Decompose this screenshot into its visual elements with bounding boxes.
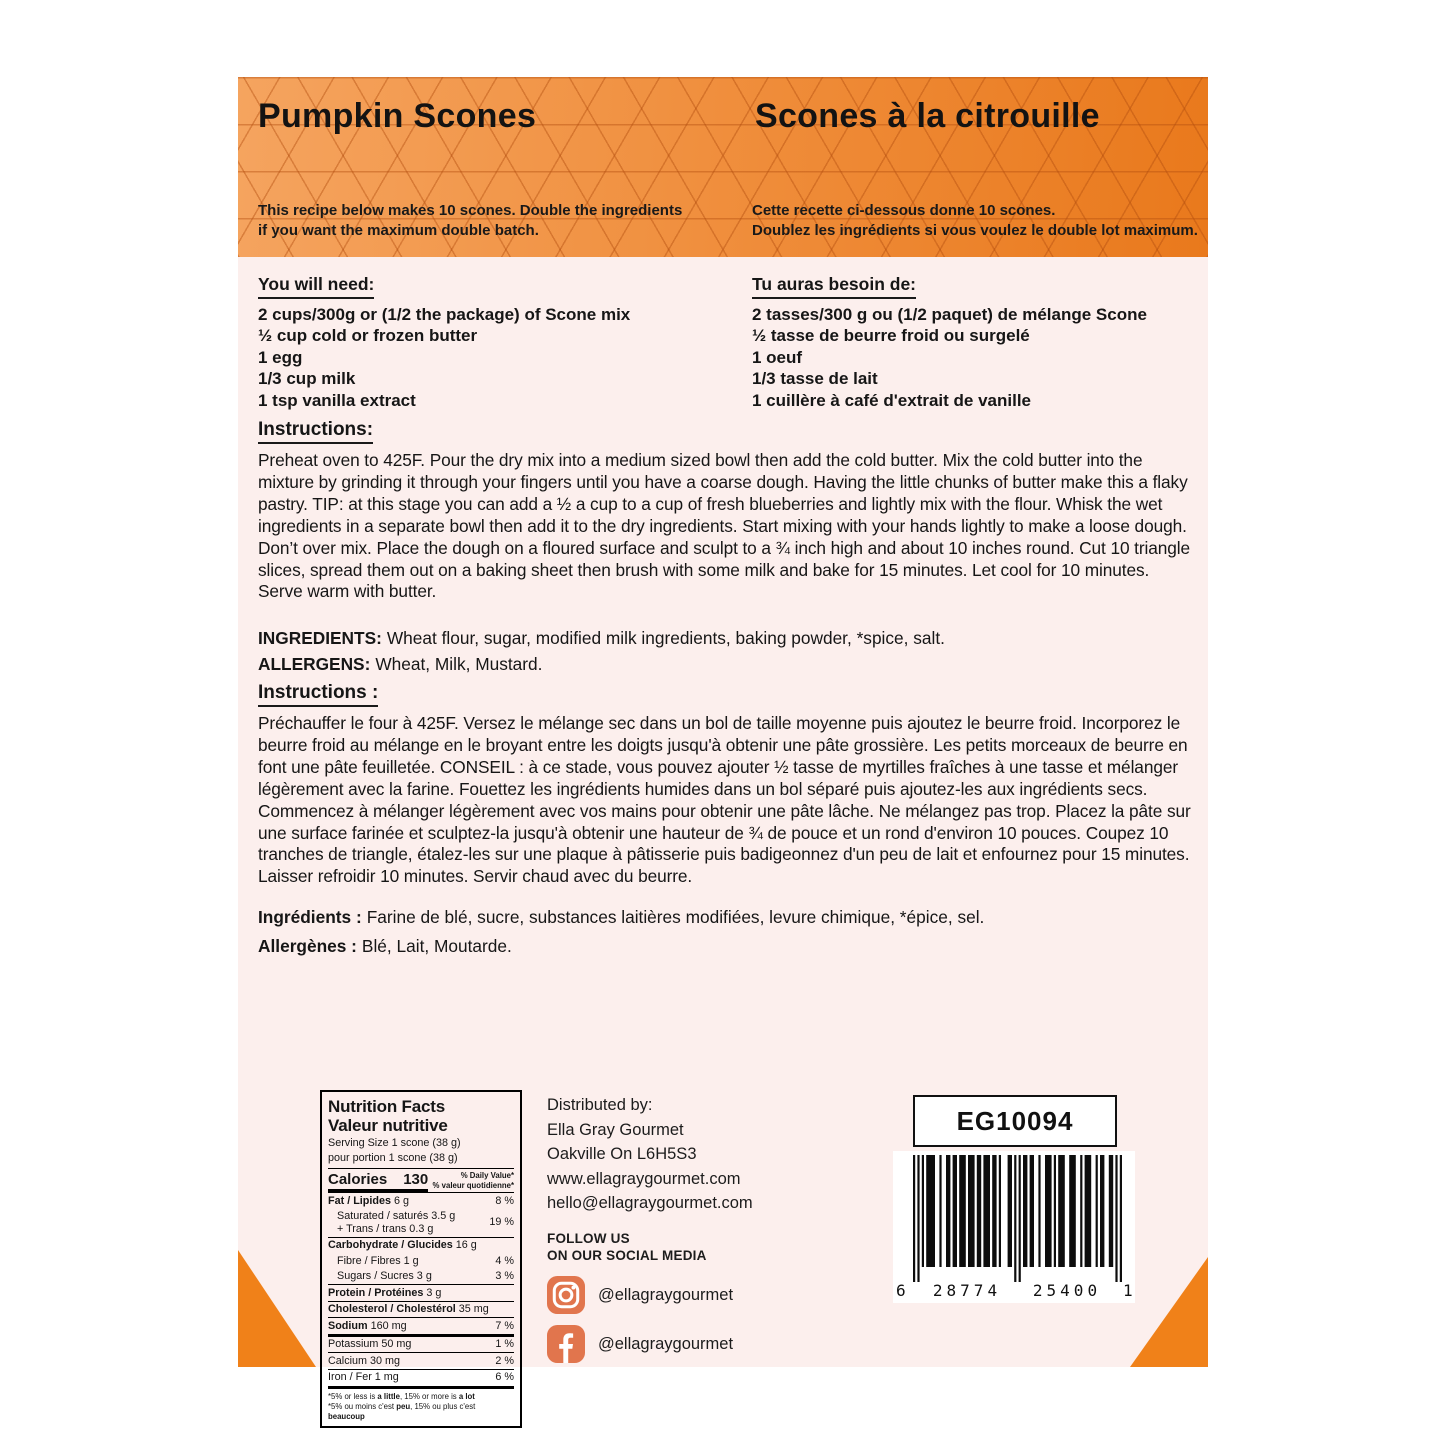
ingredients-line-fr [258,906,1194,928]
ingredients-text-fr: Farine de blé, sucre, substances laitières modifiées, levure chimique, *épice, sel. [366,907,985,927]
instagram-icon [547,1276,585,1314]
serving-size-fr: pour portion 1 scone (38 g) [328,1152,458,1164]
nutrition-row: Iron / Fer 1 mg 6 % [328,1369,514,1386]
instagram-handle: @ellagraygourmet [598,1285,734,1304]
header-note-en-line1: This recipe below makes 10 scones. Double the ingredients [258,202,683,219]
calories-label: Calories [328,1171,388,1188]
distributed-by-label: Distributed by: [547,1096,653,1114]
you-will-need-heading-fr: Tu auras besoin de: [752,274,916,299]
upc-barcode [893,1151,1135,1303]
nutrition-title-fr: Valeur nutritive [328,1116,448,1135]
instagram-row [547,1276,867,1314]
need-item: 2 tasses/300 g ou (1/2 paquet) de mélange Scone [752,304,1147,324]
allergens-line-en [258,653,1194,675]
facebook-icon [547,1325,585,1363]
need-item: 1/3 tasse de lait [752,369,878,389]
facebook-handle: @ellagraygourmet [598,1334,734,1353]
need-item: 1 oeuf [752,347,803,367]
nutrition-row: Fibre / Fibres 1 g 4 % [337,1254,514,1267]
facebook-row [547,1325,867,1363]
nutrition-row: Cholesterol / Cholestérol 35 mg [328,1301,514,1318]
nutrition-facts-panel [320,1090,522,1428]
nutrition-title-en: Nutrition Facts [328,1097,445,1116]
barcode-digit-group2: 25400 [1032,1281,1102,1300]
serving-size-en: Serving Size 1 scone (38 g) [328,1137,461,1149]
instructions-body-fr: Préchauffer le four à 425F. Versez le mélange sec dans un bol de taille moyenne puis ajoutez le beurre froid. Incorporez le beurre froid au mélange en le broyant entre les doigts jusqu'à obtenir une pâte grossière. Les petits morceaux de beurre en font une pâte feuilletée. CONSEIL : à ce stade, vous pouvez ajouter ½ tasse de myrtilles fraîches à une tasse et mélanger légèrement avec la farine. Fouettez les ingrédients humides dans un bol séparé puis ajoutez-les aux ingrédients secs. Commencez à mélanger légèrement avec vos mains pour obtenir une pâte lâche. Ne mélangez pas trop. Placez la pâte sur une surface farinée et sculptez-la jusqu'à obtenir une hauteur de ¾ de pouce et un rond d'environ 10 pouces. Coupez 10 tranches de triangle, étalez-les sur une plaque à pâtisserie puis badigeonnez d'un peu de lait et enfournez pour 15 minutes. Laisser refroidir 10 minutes. Servir chaud avec du beurre. [258,713,1191,887]
nutrition-row: Saturated / saturés 3.5 g + Trans / trans 0.3 g 19 % [337,1210,514,1235]
need-item: 1/3 cup milk [258,369,356,389]
you-will-need-en [258,274,738,412]
header-note-en-line2: if you want the maximum double batch. [258,222,539,239]
instructions-heading-en: Instructions: [258,419,373,444]
nutrition-footnote [328,1386,514,1422]
header-band [238,77,1208,257]
need-item: 1 egg [258,347,303,367]
nutrition-row: Fat / Lipides 6 g 8 % [328,1192,514,1209]
nutrition-row: Sodium 160 mg 7 % [328,1317,514,1334]
distributor-block [547,1093,867,1363]
barcode-digit-right: 1 [1123,1281,1133,1300]
you-will-need-heading-en: You will need: [258,274,374,299]
nutrition-footnote-fr: *5% ou moins c'est peu, 15% ou plus c'est beaucoup [328,1402,476,1421]
need-item: ½ cup cold or frozen butter [258,326,478,346]
ingredients-label-en: INGREDIENTS: [258,628,382,648]
corner-triangle-right [1130,1257,1208,1367]
header-note-en [258,201,682,241]
product-title-en: Pumpkin Scones [258,97,537,135]
daily-value-header-fr: % valeur quotidienne* [432,1180,514,1190]
barcode-digit-left: 6 [896,1281,906,1300]
distributor-email: hello@ellagraygourmet.com [547,1194,753,1213]
calories-value-group [328,1171,428,1192]
nutrition-row: Protein / Protéines 3 g [328,1284,514,1301]
header-note-fr-line2: Doublez les ingrédients si vous voulez le double lot maximum. [752,222,1198,239]
need-item: 1 cuillère à café d'extrait de vanille [752,390,1032,410]
instructions-fr [258,682,1194,888]
allergens-line-fr [258,935,1194,957]
allergens-text-fr: Blé, Lait, Moutarde. [361,936,512,956]
header-note-fr-line1: Cette recette ci-dessous donne 10 scones. [752,202,1056,219]
ingredients-label-fr: Ingrédients : [258,907,362,927]
daily-value-header [433,1171,514,1192]
need-item: 1 tsp vanilla extract [258,390,416,410]
allergens-text-en: Wheat, Milk, Mustard. [375,654,543,674]
nutrition-row: Sugars / Sucres 3 g 3 % [337,1270,514,1282]
instructions-en [258,419,1194,603]
nutrition-row: Carbohydrate / Glucides 16 g [328,1237,514,1254]
corner-triangle-left [238,1250,316,1367]
nutrition-rows [328,1192,514,1385]
barcode-digit-group1: 28774 [932,1281,1002,1300]
daily-value-header-en: % Daily Value* [460,1171,514,1180]
instructions-heading-fr: Instructions : [258,682,378,707]
allergens-label-en: ALLERGENS: [258,654,371,674]
nutrition-footnote-en: *5% or less is a little, 15% or more is a lot [328,1392,475,1401]
follow-us-text: FOLLOW US ON OUR SOCIAL MEDIA [547,1230,707,1264]
allergens-label-fr: Allergènes : [258,936,357,956]
nutrition-row: Calcium 30 mg 2 % [328,1352,514,1369]
instructions-body-en: Preheat oven to 425F. Pour the dry mix into a medium sized bowl then add the cold butter. Mix the cold butter into the mixture by grinding it through your fingers until you have a coarse dough. Having the little chunks of butter make this a flaky pastry. TIP: at this stage you can add a ½ a cup to a cup of fresh blueberries and lightly mix with the flour. Whisk the wet ingredients in a separate bowl then add it to the dry ingredients. Start mixing with your hands lightly to make a loose dough. Don’t over mix. Place the dough on a floured surface and sculpt to a ¾ inch high and about 10 inches round. Cut 10 triangle slices, spread them out on a baking sheet then brush with some milk and bake for 15 minutes. Let cool for 10 minutes. Serve warm with butter. [258,450,1191,602]
product-title-fr: Scones à la citrouille [755,97,1100,135]
calories-value: 130 [403,1171,429,1188]
header-note-fr [752,201,1198,241]
sku-code-box: EG10094 [913,1095,1117,1147]
distributor-website: www.ellagraygourmet.com [547,1169,741,1188]
calories-row [328,1168,514,1192]
nutrition-row: Potassium 50 mg 1 % [328,1334,514,1353]
ingredients-text-en: Wheat flour, sugar, modified milk ingredients, baking powder, *spice, salt. [386,628,945,648]
need-item: 2 cups/300g or (1/2 the package) of Scone mix [258,304,631,324]
need-item: ½ tasse de beurre froid ou surgelé [752,326,1030,346]
distributor-address: Oakville On L6H5S3 [547,1145,697,1164]
you-will-need-fr [752,274,1202,412]
ingredients-line-en [258,627,1194,649]
distributor-name: Ella Gray Gourmet [547,1120,684,1139]
product-label [238,77,1208,1421]
